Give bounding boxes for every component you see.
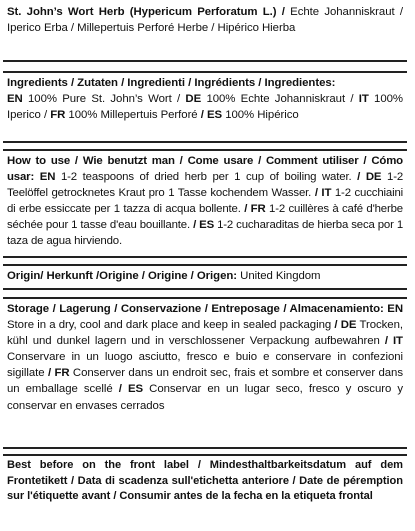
how-to-use-en-code: EN: [39, 171, 56, 184]
storage-it-text: Conservare in un luogo asciutto, fresco e buio e conservare in confezioni sigillate: [7, 351, 403, 380]
ingredients-es-text: 100% Hipérico: [225, 109, 299, 122]
ingredients-en-code: EN: [7, 93, 23, 106]
ingredients-it-code: IT: [358, 93, 369, 106]
how-to-use-de-code: / DE: [357, 171, 382, 184]
how-to-use-it-code: / IT: [314, 187, 332, 200]
how-to-use-heading: How to use / Wie benutzt man / Come usare / Comment utiliser / Cómo usar:: [7, 155, 403, 184]
storage-es-text: Conservar en un lugar seco, fresco y oscuro y conservar en envases cerrados: [7, 383, 403, 412]
ingredients-it-text: 100% Iperico /: [7, 93, 403, 122]
ingredients-de-text: 100% Echte Johanniskraut /: [206, 93, 354, 106]
ingredients-de-code: DE: [185, 93, 202, 106]
ingredients-heading: Ingredients / Zutaten / Ingredienti / Ingrédients / Ingredientes:: [7, 77, 336, 89]
how-to-use-fr-text: 1-2 cuillères à café d'herbe séchée pour 1 tasse d'eau bouillante.: [7, 203, 403, 232]
ingredients-section: Ingredients / Zutaten / Ingredienti / Ingrédients / Ingredientes: EN 100% Pure St. John’s Wort / DE 100% Echte Johanniskraut / IT 100% Iperico / FR 100% Millepertuis Perforé / ES 100% Hipérico: [3, 71, 407, 143]
how-to-use-fr-code: / FR: [244, 203, 266, 216]
product-title-translations: Echte Johanniskraut / Iperico Erba / Millepertuis Perforé Herbe / Hipérico Hierba: [7, 6, 403, 35]
storage-fr-text: Conserver dans un endroit sec, frais et sombre et conserver dans un emballage scellé: [7, 367, 403, 396]
storage-it-code: / IT: [384, 335, 403, 348]
storage-en-code: EN: [387, 303, 403, 315]
origin-section: [3, 264, 407, 290]
product-title: St. John’s Wort Herb (Hypericum Perforatum L.) /: [7, 6, 285, 18]
storage-heading: Storage / Lagerung / Conservazione / Entreposage / Almacenamiento:: [7, 303, 384, 315]
origin-heading: Origin/ Herkunft /Origine / Origine / Origen:: [7, 270, 238, 282]
product-label: [3, 2, 412, 527]
product-name-section: [3, 2, 407, 62]
best-before-text: Best before on the front label / Mindesthaltbarkeitsdatum auf dem Frontetikett / Data di scadenza sull'etichetta anteriore / Date de péremption sur l'étiquette avant / Consumir antes de la fecha en la etiqueta frontal: [7, 459, 403, 503]
how-to-use-de-text: 1-2 Teelöffel getrocknetes Kraut pro 1 Tasse kochendem Wasser.: [7, 171, 404, 200]
best-before-section: [3, 454, 407, 527]
ingredients-fr-code: FR: [50, 109, 66, 122]
how-to-use-it-text: 1-2 cucchiaini di erbe essiccate per 1 tazza di acqua bollente.: [7, 187, 404, 216]
origin-value: United Kingdom: [240, 270, 321, 282]
storage-de-code: / DE: [334, 319, 357, 332]
how-to-use-section: [3, 149, 407, 258]
storage-de-text: Trocken, kühl und dunkel lagern und in verschlossener Verpackung aufbewahren: [7, 319, 403, 348]
storage-section: [3, 297, 407, 449]
how-to-use-es-text: 1-2 cucharaditas de hierba seca por 1 taza de agua hirviendo.: [7, 219, 403, 248]
ingredients-es-code: ES: [206, 109, 223, 122]
storage-en-text: Store in a dry, cool and dark place and keep in sealed packaging: [7, 319, 332, 332]
ingredients-fr-text: 100% Millepertuis Perforé: [68, 109, 198, 122]
storage-es-code: / ES: [118, 383, 144, 396]
storage-fr-code: / FR: [47, 367, 70, 380]
how-to-use-en-text: 1-2 teaspoons of dried herb per 1 cup of boiling water.: [60, 171, 352, 184]
how-to-use-es-code: / ES: [193, 219, 215, 232]
ingredients-en-text: 100% Pure St. John’s Wort /: [28, 93, 181, 106]
